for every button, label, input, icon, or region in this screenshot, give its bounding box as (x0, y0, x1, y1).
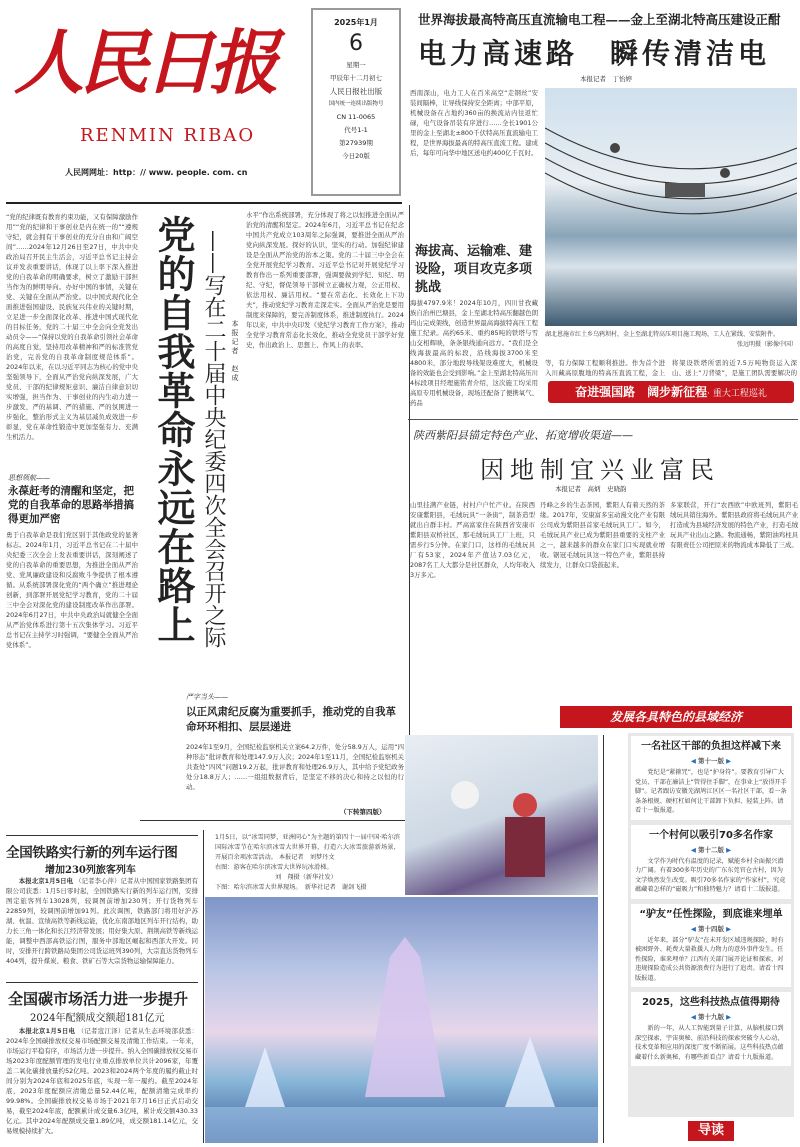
guide-title: 2025，这些科技热点值得期待 (642, 997, 780, 1008)
lunar-date: 甲辰年十二月初七 (330, 74, 382, 82)
banner-tag: · 重大工程巡礼 (707, 389, 767, 399)
lead-intro: “党的纪律既有教育约束功能，又有保障激励作用”“党的纪律和干事创业是内在统一的”“遵规守纪，就会拥有干事创业的充分自由和广阔空间”……2024年12月26日至27日，中共中央政治局召开民主生活会，习近平总书记主持会议并发表重要讲话，体现了以上率下深入推进党的自我革命的明确要求，树立了激励干部担当作为的鲜明导向。办好中国的事情，关键在党、关键在全面从严治党。以中国式现代化全面推进强国建设、民族复兴伟业的关键时期，立足进一步全面深化改革、推进中国式现代化的目标任务，党的二十届三中全会向全党发出动员令——“保持以党的自我革命引领社会革命的高度自觉，坚持用改革精神和严的标准管党治党，完善党的自我革命制度规范体系”。2024年以来，在以习近平同志为核心的党中央坚强领导下，全面从严治党向纵深发展，广大党员、干部的纪律规矩意识、廉洁自律意识切实增强，担当作为、干事创业的内生动力进一步激发，严的基调、严的措施、严的氛围进一步强化，整治形式主义为基层减负成效进一步彰显，党在革命性锻造中更加坚强有力、充满生机活力。 (6, 213, 138, 441)
top-story-body-col3: 将架设铁塔所需的近7.5万吨物资运入深山、送上“刀背梁”，是施工团队需要解决的 (672, 359, 797, 377)
rail-headline[interactable]: 全国铁路实行新的列车运行图 (6, 845, 178, 861)
guide-label: 导读 (688, 1121, 734, 1141)
pages: 今日20版 (342, 152, 370, 160)
divider (6, 982, 198, 983)
ice-castle-graphic (205, 897, 598, 1143)
masthead-rule (6, 202, 402, 204)
rail-text: （记者李心萍）记者从中国国家铁路集团有限公司获悉：1月5日零时起，全国铁路实行新的列车运行图，安排图定旅客列车13028列，较调图前增加230列；开行货物列车22859列，较调图前增加91列。此次调图，铁路部门将用好沪苏湖、杭温、宣绩高铁等新线运能，优化东南部地区列车开行结构，助力长三角一体化和长江经济带发展；用好集大原、荆荆高铁等新线运能，调整中西部高铁运行图，服务中部地区崛起和西部大开发。同时，安排开行跨铁路局集团公司货运班列390列，大宗直达货物列车404列，提升煤炭、粮食、铁矿石等大宗货物运输保障能力。 (6, 877, 198, 965)
guide-item[interactable] (631, 992, 791, 1066)
series-banner[interactable] (548, 381, 794, 403)
section2-title: 以正风肃纪反腐为重要抓手，推动党的自我革命环环相扣、层层递进 (186, 706, 396, 733)
carbon-dateline: 本报北京1月5日电 (18, 1027, 76, 1035)
section1-title: 永葆赶考的清醒和坚定，把党的自我革命的思路举措搞得更加严密 (8, 485, 134, 525)
rail-subhead: 增加230列旅客列车 (45, 865, 136, 876)
top-story-kicker: 世界海拔最高特高压直流输电工程——金上至湖北特高压建设正酣 (418, 12, 781, 27)
lead-continued[interactable]: （下转第四版） (340, 808, 386, 816)
photo-credit-writer: 本报记者 刘梦丹文 (278, 854, 335, 861)
divider (6, 835, 198, 836)
power-line-photo (545, 88, 797, 326)
top-story-headline[interactable]: 电力高速路 瞬传清洁电 (418, 37, 771, 70)
guide-edition: ◀ 第十二版 ▶ (690, 845, 732, 854)
section1-body: 勇于自我革命是我们党区别于其他政党的显著标志。2024年1月，习近平总书记在二十届中央纪委三次全会上发表重要讲话，深刻阐述了党的自我革命的重要思想，为推进全面从严治党、党风廉政建设和反腐败斗争提供了根本遵循。从系统部署深化党的“两个确立”推进理论创新，到部署开展党纪学习教育，党的二十届三中全会对深化党的建设制度改革作出部署。2024年6月27日，中共中央政治局就健全全面从严治党体系进行第十五次集体学习。习近平总书记在主持学习时强调，“要健全全面从严治党体系”。 (6, 531, 138, 649)
right-photo-label: 右图：游客在哈尔滨冰雪大世界玩冰滑梯。 (215, 864, 333, 871)
guide-desc: 新的一年，从人工智能到量子计算，从脑机接口到深空探索，宇宙奥秘、前沿科技的探索突破令人心动，技术变革和应用的深度广度不断拓展。这些科技热点蕴藏着什么新奥秘、有哪些新看点？请看十九版报道。 (635, 1025, 784, 1061)
edition-label: 第十四版 (698, 924, 724, 933)
banner-title: 奋进强国路 阔步新征程 (575, 385, 708, 399)
lead-body-col2: 水平”作出系统部署，充分体现了将之以恒推进全面从严治党的清醒和坚定。2024年6月，习近平总书记在纪念中国共产党成立103周年之际强调，要推进全面从严治党向纵深发展。探好的认识，坚实的行动。加强纪律建设是全面从严治党的治本之策。党的二十届三中全会在全党开展党纪学习教育。习近平总书记对开展党纪学习教育作出一系列重要部署，强调要做到学纪、知纪、明纪、守纪，督促领导干部树立正确权力观，公正用权、依法用权、廉洁用权。“要在常态化、长效化上下功夫”，推动党纪学习教育走深走实。全面从严治党是要用制度来保障的，要完善制度体系，推进制度执行。2024年以来，中共中央印发《党纪学习教育工作方案》，推动全党学习教育常态化长效化，推动全党党员干部学好党史，作出政治上、思想上、作风上的表率。 (246, 211, 404, 349)
year-month: 2025年1月 (334, 18, 378, 27)
guide-desc: 党纪是“紧箍咒”，也是“护身符”。要教育引导广大党员、干部在廉洁上“管得住手脚”，在事业上“放得开手脚”。记者跟访安徽芜湖鸠江区区一名社区干部，看一条条条根规、硬杠杠如何让干部卸下负担、轻装上阵。请看十一版报道。 (635, 769, 787, 814)
issue: 第27939期 (339, 139, 373, 147)
website-url[interactable]: 人民网网址：http：// www. people. com. cn (65, 168, 248, 177)
carbon-subhead: 2024年配额成交额超181亿元 (30, 1013, 165, 1024)
section1-kicker: 思想领航—— (8, 474, 50, 482)
lead-byline: 本报记者 赵成 (231, 320, 239, 383)
day: 6 (349, 31, 363, 56)
shaanxi-body-col2: 丹峰之乡的生态茶园，紫阳人有着天然的茶缘。2017年，安康富多宝动漫文化产业有限公司成为紫阳县首家毛绒玩具工厂。如今，毛绒玩具产业已成为紫阳县重要的支柱产业之一，越来越多的群众在家门口实现就业增收。锯冠毛绒玩具这一特色产业，紫阳县持续发力，让群众口袋鼓起来。 (540, 501, 665, 569)
rail-body (6, 876, 198, 976)
guide-item[interactable] (631, 904, 791, 988)
shaanxi-body-col3: 多家联营，开行“农西欧”中欧班列，紫阳毛绒玩具销往海外。紫阳县政府将毛绒玩具产业打造成为县域经济发展的特色产业，打造毛绒玩具产业出山之路。物流通畅，紫阳油鸡柱具有限责任公司把原来的物流成本降低了三成。 (670, 501, 798, 549)
lead-subtitle: ——写在二十届中央纪委四次全会召开之际 (201, 230, 226, 648)
cn-number: CN 11-0065 (336, 113, 376, 121)
top-story-subhead: 海拔高、运输难、建设险，项目攻克多项挑战 (415, 244, 533, 295)
masthead-logo-english: RENMIN RIBAO (80, 125, 256, 146)
shaanxi-headline[interactable]: 因地制宜兴业富民 (480, 456, 720, 484)
top-story-body: 西南深山，电力工人在百米高空“走钢丝”安装间隔棒，让导线保持安全距离；中部平原，机械设备在占地约360亩的换流站内往返忙碌，电气设备吊装有序进行……全长1901公里的金上至湖北±800千伏特高压直流输电工程，是世界海拔最高的特高压直流工程。建成后，每年可向华中地区送电约400亿千瓦时。 (410, 89, 538, 157)
guide-edition: ◀ 第十一版 ▶ (690, 757, 732, 765)
photo-caption-block (215, 833, 400, 895)
caption-text: 湖北恩施市红土乡乌鸦坝村，金上至湖北特高压项目施工现场，工人在紧线、安装附件。 (545, 331, 780, 338)
guide-edition: ◀ 第十九版 ▶ (690, 1013, 732, 1021)
guide-title: “驴友”任性探险，到底谁来埋单 (639, 908, 783, 920)
lead-headline[interactable]: 党的自我革命永远在路上 (151, 215, 195, 644)
shaanxi-body-col1: 山里挂满产业链，村村户户忙产业。在陕西安康紫阳县，毛绒玩具“一条街”，制茶造型就出自群丰村。严高富家住在陕西省安康市紫阳县双桥社区，那毛绒玩具工厂上班，只需步行5分钟。在家门口，这样的毛绒玩具厂有53家，2024年产值达7.03亿元，2087名工人大都分是社区群众，人均年收入3万多元。 (410, 501, 535, 579)
edition-label: 第十九版 (698, 1013, 724, 1021)
date-box (311, 8, 401, 196)
right-photo-credit: 刘 翔摄（新华社发） (275, 874, 337, 881)
shaanxi-kicker: 陕西紫阳县锚定特色产业、拓宽增收渠道—— (413, 429, 633, 442)
carbon-body (6, 1026, 198, 1143)
bottom-photo-label: 下图：哈尔滨冰雪大世界现场。 新华社记者 谢剑飞摄 (215, 884, 367, 891)
county-economy-bar[interactable]: 发展各具特色的县域经济 (560, 706, 792, 728)
photo-caption (545, 330, 797, 352)
shaanxi-byline: 本报记者 高炳 史晓韵 (555, 485, 627, 493)
section2-kicker: 严字当头—— (186, 693, 228, 701)
photo-credit: 张远明摄（影像中国） (736, 341, 797, 348)
guide-edition: ◀ 第十四版 ▶ (690, 924, 732, 933)
edition-label: 第十二版 (698, 845, 724, 854)
divider (203, 830, 204, 1143)
guide-item[interactable] (631, 825, 791, 899)
carbon-text: （记者寇江泽）记者从生态环境部获悉：2024年全国碳排放权交易市场配额交易及清缴工作结束。一年来，市场运行平稳有序，市场活力进一步提升。纳入全国碳排放权交易市场2023年度配额管理的发电行业重点排放单位共计2096家，年覆盖二氧化碳排放量约52亿吨。2023和2024两个年度的履约截止时间分别为2024年底和2025年底，实现一年一履约。截至2024年底，2023年度配额应清缴总量52.44亿吨，配额清缴完成率约99.98%。全国碳排放权交易市场于2021年7月16日正式启动交易，截至2024年底，配额累计成交量6.3亿吨，累计成交额430.33亿元。其中2024年配额成交量1.89亿吨，成交额181.14亿元，交易规模持续扩大。 (6, 1027, 198, 1135)
ice-slide-photo (405, 735, 598, 895)
publisher: 人民日报社出版 (329, 87, 383, 96)
guide-desc: 文学作为时代有温度的记录，赋能乡村全面振兴潜力广阔。有着300多年历史的广东东莞官仓古村，因为文学焕然发生改变。吸引70多名作家的“作家村”，究竟蕴藏着怎样的“磁吸力”和独特魅力？请看十二版报道。 (635, 857, 786, 893)
divider (408, 419, 798, 420)
top-story-byline: 本报记者 丁怡婷 (580, 75, 632, 83)
divider (603, 735, 604, 1143)
masthead-logo: 人民日报 (14, 21, 274, 104)
section2-body: 2024年1至9月，全国纪检监察机关立案64.2万件，处分58.9万人，运用“四种形态”批评教育和处理147.9万人次；2024年1至11月，全国纪检监察机关共查处“四风”问题19.2万起，批评教育和处理26.9万人，其中给予党纪政务处分18.8万人；……一组组数据背后，是坚定不移的决心和持之以恒的行动。 (186, 743, 404, 791)
code: 代号1-1 (344, 126, 368, 134)
weekday: 星期一 (346, 61, 366, 69)
rail-dateline: 本报北京1月5日电 (18, 877, 74, 885)
guide-panel (628, 733, 794, 1117)
carbon-headline[interactable]: 全国碳市场活力进一步提升 (8, 990, 189, 1008)
children-graphic (405, 735, 598, 895)
guide-title: 一个村何以吸引70多名作家 (649, 829, 773, 841)
guide-item[interactable] (631, 736, 791, 820)
photo-caption-text: 1月5日，以“冰雪同梦，亚洲同心”为主题的第四十一届中国·哈尔滨国际冰雪节在哈尔滨冰雪大世界开幕，打造六大冰雪旅游新场景，开展百余项冰雪活动。 (215, 834, 400, 861)
transmission-lines-graphic (545, 88, 797, 326)
serial-label: 国内统一连续出版物号 (328, 101, 384, 107)
guide-desc: 近年来，部分“驴友”在未开发区域违规探险，时有被困野外、耗费大量救援人力物力的意外事件发生。任性探险，谁来埋单？江西有关部门展开论证和探索，对违规探险造成公共资源浪费行为进行了追责。请看十四版报道。 (635, 936, 784, 982)
edition-label: 第十一版 (698, 757, 724, 765)
ice-world-photo (205, 897, 598, 1143)
top-story-body-col1: 海拔4797.9米！2024年10月，四川甘孜藏族自治州巴塘县，金上至湖北特高压翻越色朗玛山完成架线，创造世界最高海拔特高压工程施工纪录。高约65米、重约85吨的铁塔与雪山交相辉映，条条银线通向远方。“我们是全线海拔最高的标段，沿线海拔3700米至4800米，部分地段导线架设难度大，机械设备的效能也会受到影响。”金上至湖北特高压川4标段项目经理施铭青介绍，这次施工均采用高原专用机械设备，现场还配备了便携氧气、药品 (410, 299, 538, 407)
top-story-body-col2: 等，有力保障工程顺利推进。作为首个进入川藏高原腹地的特高压直流工程，金上 (545, 359, 665, 377)
guide-title: 一名社区干部的负担这样减下来 (641, 741, 781, 752)
